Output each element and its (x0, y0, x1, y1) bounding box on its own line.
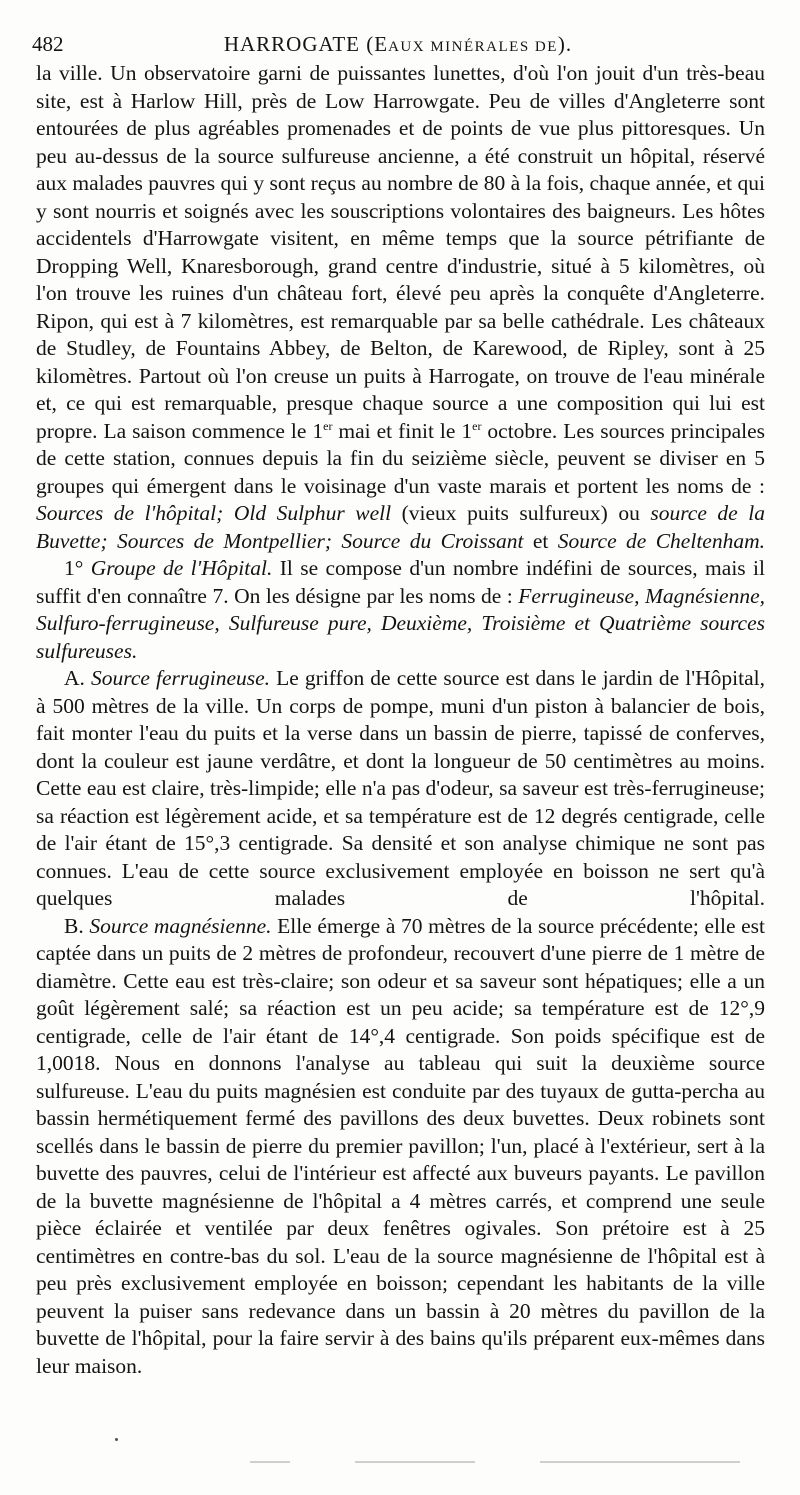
page-number: 482 (32, 32, 64, 56)
running-header (32, 30, 764, 60)
body-text (36, 60, 765, 1380)
italic-text: Groupe de l'Hôpital. (90, 556, 273, 580)
paragraph (36, 60, 765, 555)
running-title-end: ). (557, 32, 573, 56)
italic-text: Source de Cheltenham. (557, 528, 765, 553)
text-run: (vieux puits sulfureux) ou (391, 501, 651, 525)
italic-text: Sources de l'hôpital; Old Sulphur well (36, 501, 392, 525)
italic-text: Ferrugineuse, Magnésienne, Sulfuro-ferrugineuse, Sulfureuse pure, Deuxième, Troisième et Quatrième sources sulfureuses. (36, 583, 765, 663)
paragraph (36, 913, 765, 1381)
text-run: et (523, 528, 558, 553)
text-run: Le griffon de cette source est dans le jardin de l'Hôpital, à 500 mètres de la ville. Un corps de pompe, muni d'un piston à balancier de bois, fait monter l'eau du puits et la verse dans un bassin de pierre, tapissé de conferves, dont la couleur est jaune verdâtre, et dont la longueur de 50 centimètres au moins. Cette eau est claire, très-limpide; elle n'a pas d'odeur, sa saveur est très-ferrugineuse; sa réaction est légèrement acide, et sa température est de 12 degrés centigrade, celle de l'air étant de 15°,3 centigrade. Sa densité et son analyse chimique ne sont pas connues. L'eau de cette source exclusivement employée en boisson ne sert qu'à quelques malades de l'hôpital. (36, 666, 765, 910)
text-run: B. (64, 913, 90, 938)
running-title-small-caps: AUX MINÉRALES DE (388, 39, 558, 55)
text-run: Elle émerge à 70 mètres de la source précédente; elle est captée dans un puits de 2 mètres de profondeur, recouvert d'une pierre de 1 mètre de diamètre. Cette eau est très-claire; son odeur et sa saveur sont hépatiques; elle a un goût légèrement salé; sa réaction est un peu acide; sa température est de 12°,9 centigrade, celle de l'air étant de 14°,4 centigrade. Son poids spécifique est de 1,0018. Nous en donnons l'analyse au tableau qui suit la deuxième source sulfureuse. L'eau du puits magnésien est conduite par des tuyaux de gutta-percha au bassin hermétiquement fermé des pavillons des deux buvettes. Deux robinets sont scellés dans le bassin de pierre du premier pavillon; l'un, placé à l'extérieur, sert à la buvette des pauvres, celui de l'intérieur est affecté aux buveurs payants. Le pavillon de la buvette magnésienne de l'hôpital a 4 mètres carrés, et comprend une seule pièce éclairée et ventilée par deux fenêtres ogivales. Son prétoire est à 25 centimètres en contre-bas du sol. L'eau de la source magnésienne de l'hôpital est à peu près exclusivement employée en boisson; cependant les habitants de la ville peuvent la puiser sans redevance dans un bassin à 20 mètres du pavillon de la buvette de l'hôpital, pour la faire servir à des bains qu'ils préparent eux-mêmes dans leur maison. (36, 913, 765, 1378)
text-run: 1° (64, 556, 91, 580)
text-run: mai et finit le 1 (332, 418, 473, 443)
text-run: la ville. Un observatoire garni de puissantes lunettes, d'où l'on jouit d'un très-beau site, est à Harlow Hill, près de Low Harrowgate. Peu de villes d'Angleterre sont entourées de plus agréables promenades et de points de vue plus pittoresques. Un peu au-dessus de la source sulfureuse ancienne, a été construit un hôpital, réservé aux malades pauvres qui y sont reçus au nombre de 80 à la fois, chaque année, et qui y sont nourris et soignés avec les souscriptions volontaires des baigneurs. Les hôtes accidentels d'Harrowgate visitent, en même temps que la source pétrifiante de Dropping Well, Knaresborough, grand centre d'industrie, situé à 5 kilomètres, où l'on trouve les ruines d'un château fort, élevé peu après la conquête d'Angleterre. Ripon, qui est à 7 kilomètres, est remarquable par sa belle cathédrale. Les châteaux de Studley, de Fountains Abbey, de Belton, de Karewood, de Ripley, sont à 25 kilomètres. Partout où l'on creuse un puits à Harrogate, on trouve de l'eau minérale et, ce qui est remarquable, presque chaque source a une composition qui lui est propre. La saison commence le 1 (36, 61, 765, 443)
bleed-through-mark (540, 1461, 740, 1463)
text-run: octobre. Les sources principales de cette station, connues depuis la fin du seizième siècle, peuvent se diviser en 5 groupes qui émergent dans le voisinage d'un vaste marais et portent les noms de : (36, 418, 765, 498)
running-title-main: HARROGATE (E (223, 32, 389, 56)
running-title (32, 32, 764, 57)
superscript: er (323, 418, 333, 433)
paragraph (36, 555, 765, 665)
italic-text: source de la Buvette; Sources de Montpellier; Source du Croissant (36, 501, 765, 553)
superscript: er (472, 418, 482, 433)
italic-text: Source magnésienne. (89, 913, 272, 938)
bleed-through-mark (250, 1461, 290, 1463)
text-run: A. (64, 666, 91, 690)
print-speck (115, 1438, 118, 1441)
bleed-through-mark (355, 1461, 475, 1463)
paragraph (36, 665, 765, 913)
italic-text: Source ferrugineuse. (91, 666, 271, 690)
text-run: Il se compose d'un nombre indéfini de sources, mais il suffit d'en connaître 7. On les désigne par les noms de : (36, 556, 765, 608)
